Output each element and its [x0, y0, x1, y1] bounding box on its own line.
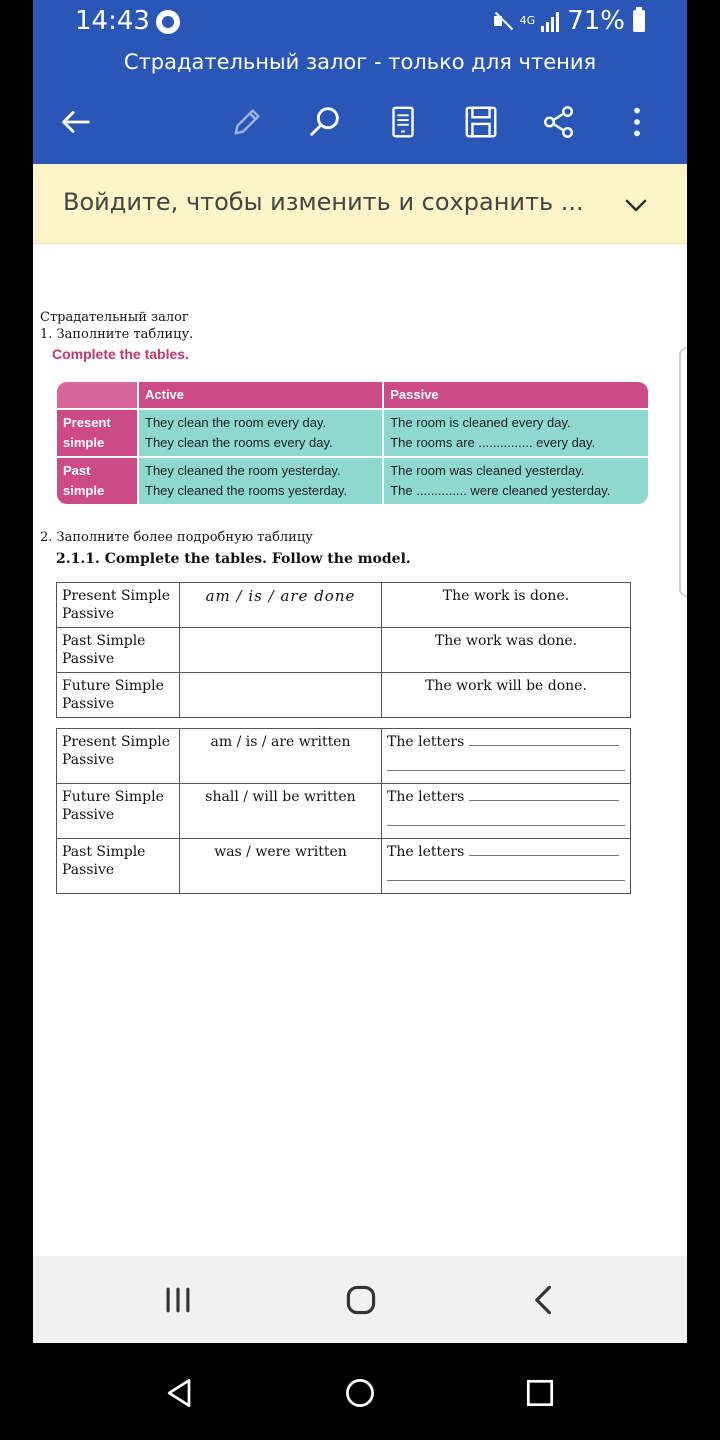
- back-arrow-icon[interactable]: [53, 100, 97, 144]
- banner-text: Войдите, чтобы изменить и сохранить ...: [63, 188, 584, 216]
- recent-apps-icon[interactable]: [156, 1278, 200, 1322]
- row-label: Present: [63, 415, 111, 430]
- example-cell: The work was done.: [382, 628, 631, 673]
- scroll-handle[interactable]: [679, 347, 687, 597]
- example-cell: The work is done.: [382, 583, 631, 628]
- table-row: [57, 673, 631, 718]
- status-right: [492, 6, 645, 36]
- tense-label: Future Simple: [62, 789, 164, 805]
- home-circle-icon[interactable]: [338, 1371, 382, 1415]
- soft-nav-bar: [33, 1256, 687, 1343]
- tense-label: Passive: [62, 696, 115, 712]
- back-triangle-icon[interactable]: [158, 1371, 202, 1415]
- mute-icon: [492, 10, 514, 32]
- document-page[interactable]: [33, 244, 687, 1256]
- blank-line: [469, 789, 619, 801]
- passive-sentence: The .............. were cleaned yesterday.: [390, 483, 611, 498]
- blank-line: [469, 844, 619, 856]
- phone-screen: [33, 0, 687, 1343]
- tense-label: Passive: [62, 752, 115, 768]
- pencil-icon[interactable]: [225, 100, 269, 144]
- table-row: [57, 784, 631, 839]
- active-sentence: They cleaned the rooms yesterday.: [145, 483, 348, 498]
- form-cell: [180, 673, 382, 718]
- model-table: [56, 582, 631, 718]
- form-cell: am / is / are written: [180, 729, 382, 784]
- active-sentence: They cleaned the room yesterday.: [145, 463, 341, 478]
- blank-line: [387, 863, 625, 881]
- tense-label: Passive: [62, 807, 115, 823]
- active-sentence: They clean the rooms every day.: [145, 435, 333, 450]
- system-nav-bar: [0, 1343, 720, 1440]
- tense-label: Passive: [62, 862, 115, 878]
- row-label: simple: [63, 435, 105, 450]
- follow-model-title: 2.1.1. Complete the tables. Follow the model.: [56, 551, 411, 567]
- document-title: Страдательный залог - только для чтения: [123, 50, 597, 74]
- share-icon[interactable]: [537, 100, 581, 144]
- reading-mode-icon[interactable]: [381, 100, 425, 144]
- tense-label: Present Simple: [62, 734, 171, 750]
- tense-label: Passive: [62, 606, 115, 622]
- example-cell: The letters: [387, 844, 465, 860]
- blank-line: [387, 808, 625, 826]
- search-icon[interactable]: [303, 100, 347, 144]
- home-icon[interactable]: [339, 1278, 383, 1322]
- signin-banner[interactable]: [33, 164, 687, 244]
- passive-sentence: The rooms are ............... every day.: [390, 435, 596, 450]
- blank-line: [387, 753, 625, 771]
- network-label: 4G: [519, 14, 536, 27]
- example-cell: The letters: [387, 789, 465, 805]
- table-row: [57, 458, 648, 504]
- header-active: Active: [139, 382, 382, 408]
- active-passive-table: [55, 380, 650, 506]
- example-cell: The work will be done.: [382, 673, 631, 718]
- battery-percent: 71%: [567, 6, 625, 36]
- tense-label: Future Simple: [62, 678, 164, 694]
- signal-icon: [541, 10, 559, 32]
- table-row: [57, 628, 631, 673]
- tense-label: Past Simple: [62, 844, 146, 860]
- form-cell: [180, 628, 382, 673]
- tense-label: Past Simple: [62, 633, 146, 649]
- header-passive: Passive: [384, 382, 648, 408]
- form-cell: am / is / are done: [180, 583, 382, 628]
- active-sentence: They clean the room every day.: [145, 415, 327, 430]
- blank-line: [469, 734, 619, 746]
- example-cell: The letters: [387, 734, 465, 750]
- chevron-down-icon[interactable]: [621, 190, 651, 220]
- exercise-table: [56, 728, 631, 894]
- row-label: Past: [63, 463, 91, 478]
- back-icon[interactable]: [522, 1278, 566, 1322]
- table-row: [57, 729, 631, 784]
- shield-icon: [156, 10, 180, 34]
- task-2: 2. Заполните более подробную таблицу: [40, 530, 313, 545]
- battery-icon: [633, 10, 645, 32]
- tense-label: Present Simple: [62, 588, 171, 604]
- row-label: simple: [63, 483, 105, 498]
- status-time: 14:43: [75, 6, 150, 36]
- passive-sentence: The room was cleaned yesterday.: [390, 463, 585, 478]
- more-vert-icon[interactable]: [615, 100, 659, 144]
- form-cell: shall / will be written: [180, 784, 382, 839]
- form-cell: was / were written: [180, 839, 382, 894]
- recents-square-icon[interactable]: [518, 1371, 562, 1415]
- table-row: [57, 583, 631, 628]
- save-icon[interactable]: [459, 100, 503, 144]
- tense-label: Passive: [62, 651, 115, 667]
- doc-heading: Страдательный залог: [40, 310, 189, 325]
- complete-tables-title: Complete the tables.: [52, 346, 189, 362]
- passive-sentence: The room is cleaned every day.: [390, 415, 571, 430]
- task-1: 1. Заполните таблицу.: [40, 327, 194, 342]
- app-bar: [33, 0, 687, 164]
- table-row: [57, 839, 631, 894]
- table-row: [57, 410, 648, 456]
